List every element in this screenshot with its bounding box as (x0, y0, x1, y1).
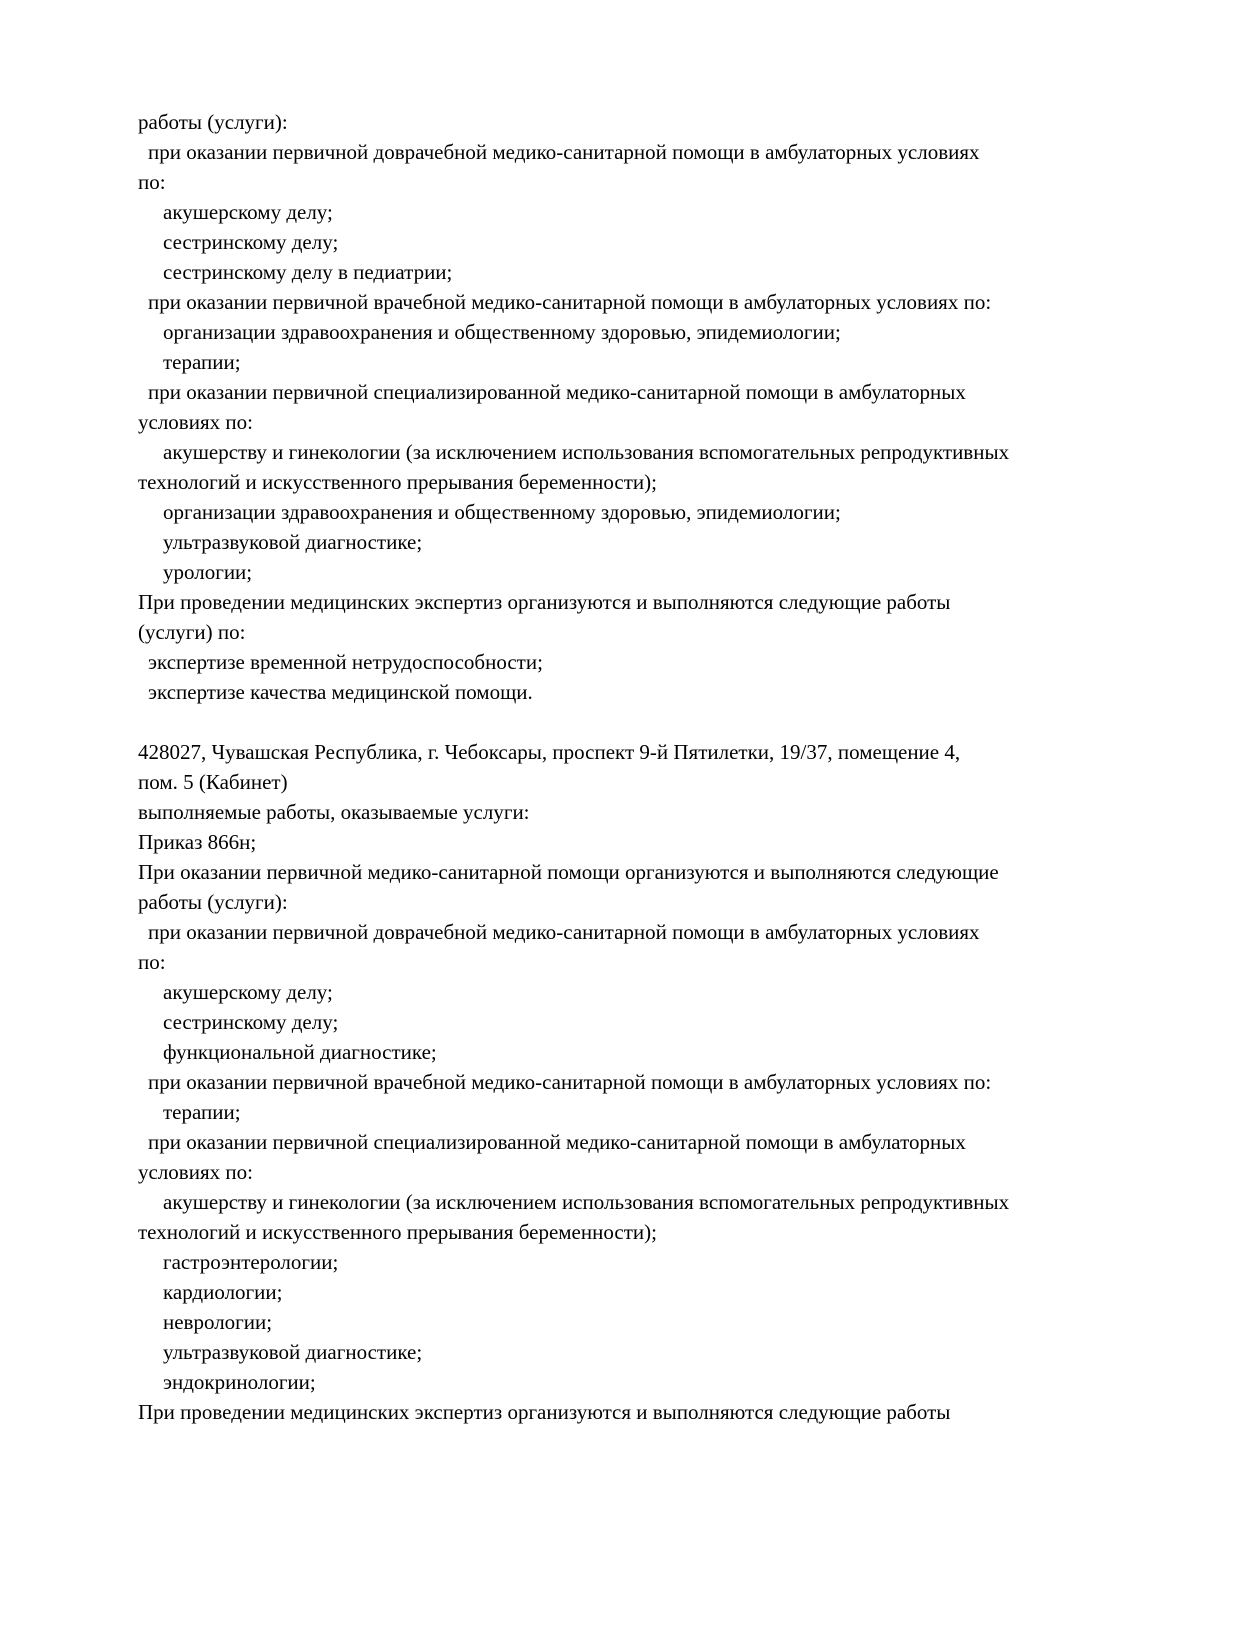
text-line: акушерству и гинекологии (за исключением использования вспомогательных репродуктивных (163, 440, 1010, 464)
blank-line (138, 707, 1218, 737)
text-line: технологий и искусственного прерывания беременности); (138, 1220, 657, 1244)
document-body (138, 107, 1218, 1427)
text-line: при оказании первичной врачебной медико-санитарной помощи в амбулаторных условиях по: (148, 290, 992, 314)
text-line: работы (услуги): (138, 890, 288, 914)
text-line: при оказании первичной врачебной медико-санитарной помощи в амбулаторных условиях по: (148, 1070, 992, 1094)
text-line: при оказании первичной доврачебной медико-санитарной помощи в амбулаторных условиях (148, 920, 980, 944)
text-line: кардиологии; (163, 1280, 283, 1304)
text-line: эндокринологии; (163, 1370, 316, 1394)
text-line: функциональной диагностике; (163, 1040, 437, 1064)
text-line: акушерству и гинекологии (за исключением использования вспомогательных репродуктивных (163, 1190, 1010, 1214)
text-line: экспертизе временной нетрудоспособности; (148, 650, 543, 674)
text-line: акушерскому делу; (163, 200, 333, 224)
text-line: Приказ 866н; (138, 830, 257, 854)
text-line: При оказании первичной медико-санитарной помощи организуются и выполняются следующие (138, 860, 999, 884)
text-line: сестринскому делу в педиатрии; (163, 260, 453, 284)
text-line: ультразвуковой диагностике; (163, 530, 423, 554)
text-line: сестринскому делу; (163, 1010, 339, 1034)
text-line: организации здравоохранения и общественному здоровью, эпидемиологии; (163, 500, 841, 524)
text-line: условиях по: (138, 1160, 253, 1184)
text-line: выполняемые работы, оказываемые услуги: (138, 800, 530, 824)
text-line: при оказании первичной специализированной медико-санитарной помощи в амбулаторных (148, 1130, 966, 1154)
text-line: условиях по: (138, 410, 253, 434)
text-line: при оказании первичной доврачебной медико-санитарной помощи в амбулаторных условиях (148, 140, 980, 164)
text-line: организации здравоохранения и общественному здоровью, эпидемиологии; (163, 320, 841, 344)
text-line: работы (услуги): (138, 110, 288, 134)
text-line: ультразвуковой диагностике; (163, 1340, 423, 1364)
text-line: акушерскому делу; (163, 980, 333, 1004)
text-line: неврологии; (163, 1310, 273, 1334)
text-line: (услуги) по: (138, 620, 246, 644)
text-line: гастроэнтерологии; (163, 1250, 339, 1274)
text-line: сестринскому делу; (163, 230, 339, 254)
text-line: 428027, Чувашская Республика, г. Чебоксары, проспект 9-й Пятилетки, 19/37, помещение 4, (138, 740, 961, 764)
text-line: технологий и искусственного прерывания беременности); (138, 470, 657, 494)
text-line: пом. 5 (Кабинет) (138, 770, 288, 794)
text-line: урологии; (163, 560, 253, 584)
text-line: экспертизе качества медицинской помощи. (148, 680, 533, 704)
text-line: При проведении медицинских экспертиз организуются и выполняются следующие работы (138, 590, 951, 614)
text-line: терапии; (163, 1100, 241, 1124)
text-line: при оказании первичной специализированной медико-санитарной помощи в амбулаторных (148, 380, 966, 404)
text-line: по: (138, 170, 166, 194)
text-line: по: (138, 950, 166, 974)
text-line: терапии; (163, 350, 241, 374)
text-line: При проведении медицинских экспертиз организуются и выполняются следующие работы (138, 1400, 951, 1424)
